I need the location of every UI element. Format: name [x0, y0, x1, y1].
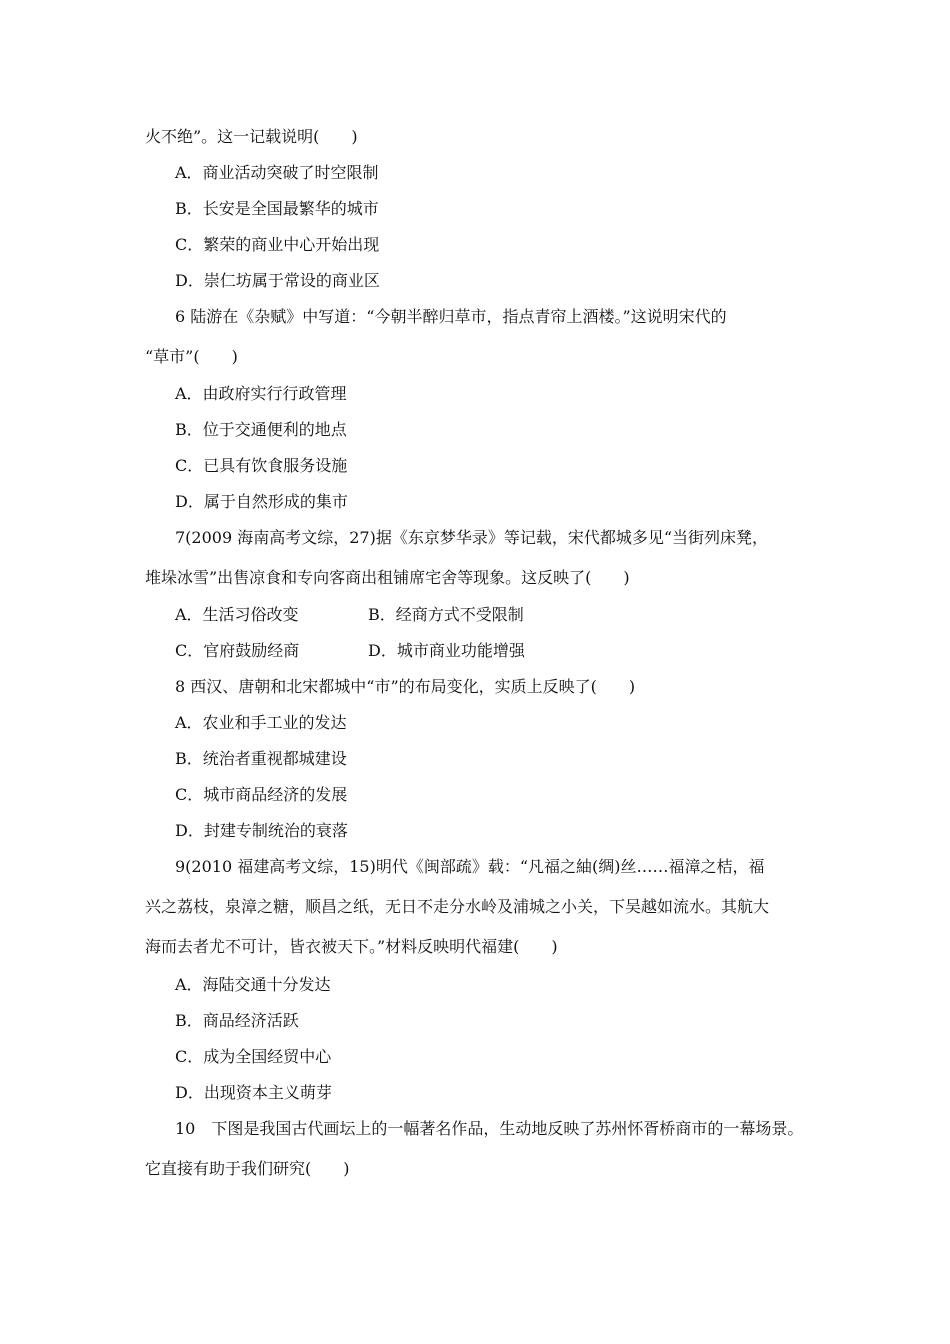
q5-option-b: B．长安是全国最繁华的城市	[175, 199, 379, 218]
q7-stem-line-1: 7(2009 海南高考文综，27)据《东京梦华录》等记载，宋代都城多见“当街列床凳，	[175, 528, 769, 547]
q5-option-d: D．崇仁坊属于常设的商业区	[175, 271, 380, 290]
q7-option-a: A．生活习俗改变	[175, 605, 299, 624]
q9-option-b: B．商品经济活跃	[175, 1011, 299, 1030]
q9-option-a: A．海陆交通十分发达	[175, 975, 331, 994]
q8-stem-line-1: 8 西汉、唐朝和北宋都城中“市”的布局变化，实质上反映了( )	[175, 677, 636, 696]
q8-option-b: B．统治者重视都城建设	[175, 749, 347, 768]
q7-option-d: D．城市商业功能增强	[368, 641, 525, 660]
q10-stem-line-2: 它直接有助于我们研究( )	[145, 1159, 350, 1178]
q7-option-c: C．官府鼓励经商	[175, 641, 300, 660]
q6-option-c: C．已具有饮食服务设施	[175, 456, 348, 475]
q9-stem-line-3: 海而去者尤不可计，皆衣被天下。”材料反映明代福建( )	[145, 937, 558, 956]
q9-option-d: D．出现资本主义萌芽	[175, 1083, 332, 1102]
q9-option-c: C．成为全国经贸中心	[175, 1047, 332, 1066]
q8-option-d: D．封建专制统治的衰落	[175, 821, 348, 840]
q10-stem-line-1: 10 下图是我国古代画坛上的一幅著名作品，生动地反映了苏州怀胥桥商市的一幕场景。	[175, 1119, 804, 1138]
q9-stem-line-1: 9(2010 福建高考文综，15)明代《闽部疏》载：“凡福之紬(绸)丝……福漳之桔，福	[175, 857, 765, 876]
q7-stem-line-2: 堆垛冰雪”出售凉食和专向客商出租铺席宅舍等现象。这反映了( )	[145, 568, 630, 587]
q7-option-b: B．经商方式不受限制	[368, 605, 524, 624]
q5-option-a: A．商业活动突破了时空限制	[175, 163, 379, 182]
q6-stem-line-2: “草市”( )	[145, 347, 238, 366]
q5-stem-tail: 火不绝”。这一记载说明( )	[145, 127, 358, 146]
q6-option-b: B．位于交通便利的地点	[175, 420, 347, 439]
q5-option-c: C．繁荣的商业中心开始出现	[175, 235, 380, 254]
q8-option-a: A．农业和手工业的发达	[175, 713, 347, 732]
q6-option-a: A．由政府实行行政管理	[175, 384, 347, 403]
q6-stem-line-1: 6 陆游在《杂赋》中写道：“今朝半醉归草市，指点青帘上酒楼。”这说明宋代的	[175, 307, 727, 326]
q6-option-d: D．属于自然形成的集市	[175, 492, 348, 511]
q9-stem-line-2: 兴之荔枝，泉漳之糖，顺昌之纸，无日不走分水岭及浦城之小关，下吴越如流水。其航大	[145, 897, 770, 916]
q8-option-c: C．城市商品经济的发展	[175, 785, 348, 804]
